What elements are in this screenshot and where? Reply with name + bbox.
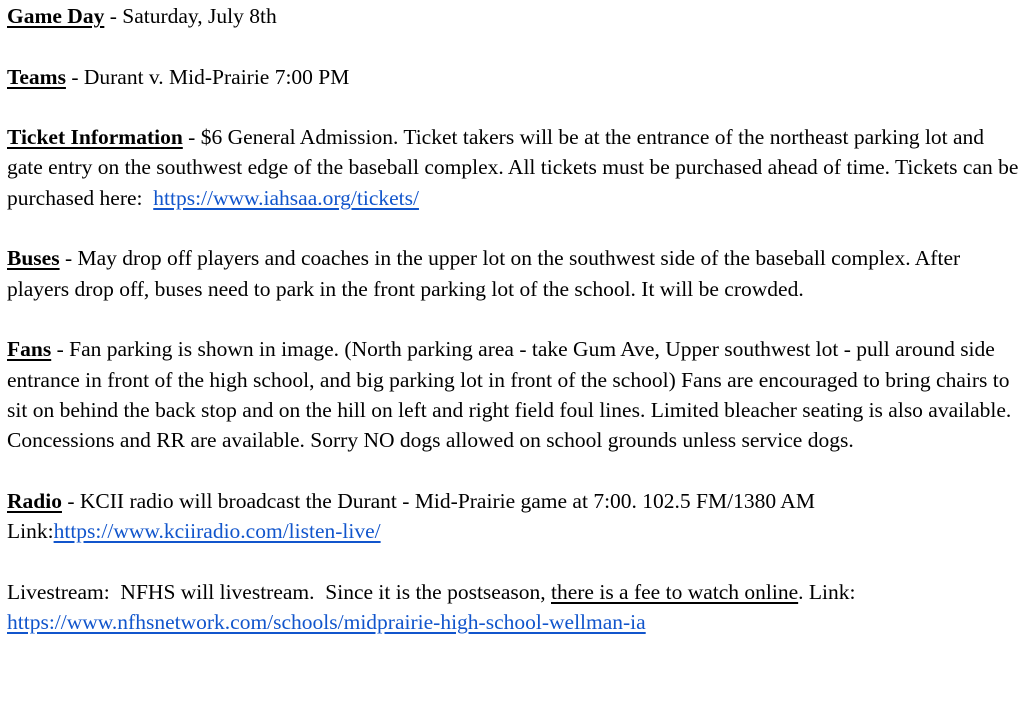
ticket-info-paragraph xyxy=(7,122,1024,213)
livestream-link[interactable]: https://www.nfhsnetwork.com/schools/midprairie-high-school-wellman-ia xyxy=(7,609,646,634)
ticket-info-text: - $6 General Admission. Ticket takers will be at the entrance of the northeast parking lot and gate entry on the southwest edge of the baseball complex. All tickets must be purchased ahead of time. Tickets can be purchased here: xyxy=(7,125,1024,210)
game-day-text: - Saturday, July 8th xyxy=(104,4,277,28)
radio-paragraph xyxy=(7,486,1021,547)
game-day-paragraph xyxy=(7,1,1021,31)
ticket-info-label: Ticket Information xyxy=(7,125,183,150)
radio-link-prefix: Link: xyxy=(7,519,54,544)
radio-text: - KCII radio will broadcast the Durant - Mid-Prairie game at 7:00. 102.5 FM/1380 AM xyxy=(61,488,815,513)
buses-label: Buses xyxy=(7,246,60,271)
livestream-text-after: . Link: xyxy=(798,579,856,604)
tickets-link[interactable]: https://www.iahsaa.org/tickets/ xyxy=(153,185,419,210)
fans-paragraph xyxy=(7,334,1021,455)
game-day-label: Game Day xyxy=(7,4,105,28)
buses-paragraph xyxy=(7,243,1021,304)
radio-link[interactable]: https://www.kciiradio.com/listen-live/ xyxy=(53,519,381,544)
document-body xyxy=(7,1,1024,668)
fans-text: - Fan parking is shown in image. (North parking area - take Gum Ave, Upper southwest lot - pull around side entrance in front of the high school, and big parking lot in front of the school) Fans are encouraged to bring chairs to sit on behind the back stop and on the hill on left and right field foul lines. Limited bleacher seating is also available. Concessions and RR are available. Sorry NO dogs allowed on school grounds unless service dogs. xyxy=(7,337,1012,453)
fans-label: Fans xyxy=(7,337,52,362)
livestream-fee-note: there is a fee to watch online xyxy=(551,579,799,604)
teams-text: - Durant v. Mid-Prairie 7:00 PM xyxy=(65,64,350,89)
livestream-text-before: Livestream: NFHS will livestream. Since it is the postseason, xyxy=(7,579,551,604)
radio-label: Radio xyxy=(7,488,62,513)
teams-label: Teams xyxy=(7,64,66,89)
teams-paragraph xyxy=(7,62,1021,92)
livestream-paragraph xyxy=(7,577,1021,638)
buses-text: - May drop off players and coaches in the upper lot on the southwest side of the baseball complex. After players drop off, buses need to park in the front parking lot of the school. It will be crowded. xyxy=(7,246,961,301)
